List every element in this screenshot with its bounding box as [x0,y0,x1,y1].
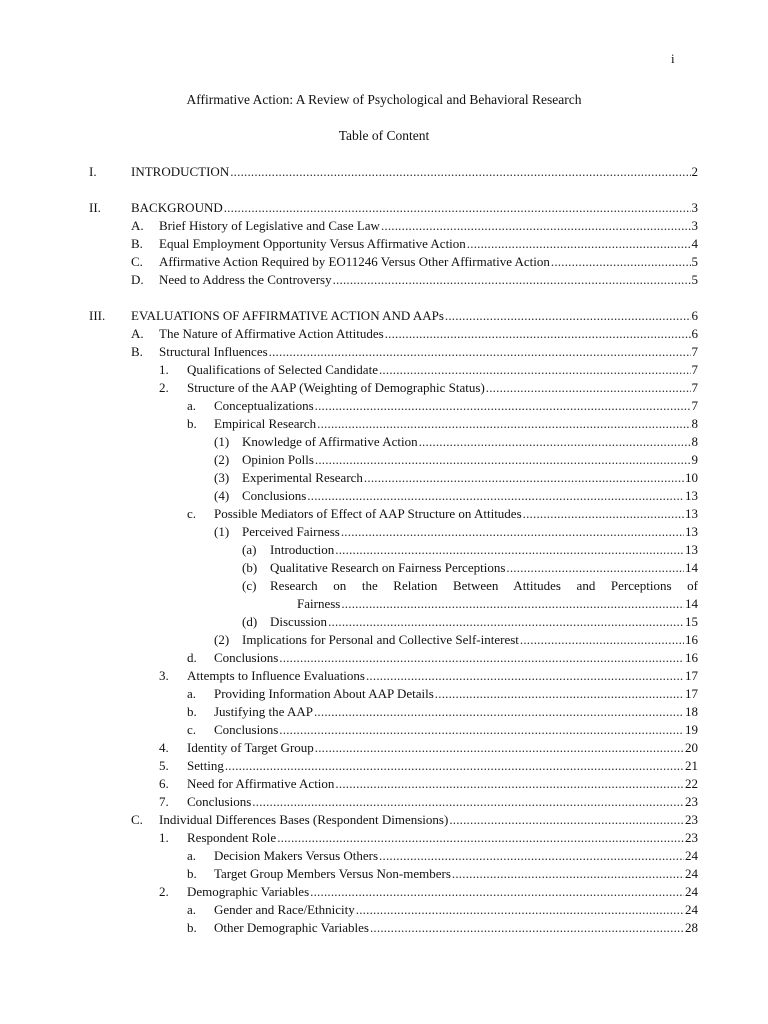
toc-entry-marker: (4) [214,488,230,503]
leader-dots [452,865,684,883]
toc-entry[interactable] [0,775,768,793]
toc-entry-label: Qualifications of Selected Candidate [187,362,378,377]
toc-entry-marker: (c) [242,578,257,593]
leader-dots [364,469,684,487]
toc-entry-label: Structural Influences [159,344,268,359]
toc-entry[interactable] [0,469,768,487]
toc-entry-marker: B. [131,236,143,251]
leader-dots [370,919,684,937]
toc-entry-label: Conclusions [214,722,279,737]
toc-entry-label: Conceptualizations [214,398,314,413]
toc-entry-marker: b. [187,704,197,719]
toc-entry-page: 24 [685,848,698,863]
toc-entry-page: 5 [691,254,698,269]
toc-entry-marker: D. [131,272,144,287]
toc-entry[interactable] [0,865,768,883]
toc-entry-line [159,325,698,343]
toc-entry-line [270,559,698,577]
toc-entry-page: 15 [685,614,698,629]
toc-entry-line [187,883,698,901]
leader-dots [230,163,690,181]
toc-entry-line [187,739,698,757]
toc-entry-line [159,343,698,361]
toc-entry[interactable] [0,217,768,235]
toc-entry-label: Gender and Race/Ethnicity [214,902,355,917]
toc-entry-page: 6 [691,326,698,341]
toc-entry-page: 24 [685,866,698,881]
toc-entry[interactable] [0,163,768,181]
toc-entry-marker: III. [89,308,106,323]
toc-entry-page: 7 [691,380,698,395]
toc-entry-page: 4 [691,236,698,251]
toc-entry-label: Justifying the AAP [214,704,313,719]
toc-entry-page: 14 [685,560,698,575]
toc-entry-label: Conclusions [214,650,279,665]
toc-entry-page: 7 [691,398,698,413]
toc-entry-label: Other Demographic Variables [214,920,369,935]
toc-entry-page: 10 [685,470,698,485]
toc-entry[interactable] [0,667,768,685]
toc-entry-label: Individual Differences Bases (Respondent Dimensions) [159,812,449,827]
toc-entry-page: 7 [691,344,698,359]
toc-entry-label: Equal Employment Opportunity Versus Affirmative Action [159,236,466,251]
toc-entry-line [214,649,698,667]
toc-entry-label: Target Group Members Versus Non-members [214,866,451,881]
toc-entry-page: 23 [685,830,698,845]
toc-entry[interactable] [0,487,768,505]
toc-entry-line [187,793,698,811]
toc-entry-marker: 2. [159,380,169,395]
toc-entry-label: Implications for Personal and Collective Self-interest [242,632,519,647]
leader-dots [279,721,684,739]
toc-entry[interactable] [0,541,768,559]
toc-entry-label: Setting [187,758,224,773]
toc-entry-label: Possible Mediators of Effect of AAP Structure on Attitudes [214,506,522,521]
toc-entry-label: Structure of the AAP (Weighting of Demographic Status) [187,380,485,395]
toc-entry[interactable] [0,199,768,217]
toc-entry-page: 13 [685,524,698,539]
toc-entry-line [214,901,698,919]
toc-entry-page: 13 [685,542,698,557]
leader-dots [335,541,684,559]
toc-entry-marker: a. [187,398,197,413]
toc-entry-page: 21 [685,758,698,773]
page-number: i [671,51,675,66]
leader-dots [315,739,684,757]
toc-entry-page: 3 [691,218,698,233]
toc-entry-label: Knowledge of Affirmative Action [242,434,418,449]
toc-entry-line [214,721,698,739]
toc-entry[interactable] [0,397,768,415]
toc-entry-line [270,541,698,559]
toc-entry[interactable] [0,415,768,433]
leader-dots [385,325,691,343]
toc-entry-label: Affirmative Action Required by EO11246 Versus Other Affirmative Action [159,254,550,269]
toc-entry-line [187,829,698,847]
toc-entry-marker: A. [131,218,144,233]
toc-entry-line [242,433,698,451]
toc-entry-marker: (1) [214,524,230,539]
toc-entry-line [242,523,698,541]
toc-entry-line [270,613,698,631]
toc-entry-label: INTRODUCTION [131,164,230,179]
toc-entry[interactable] [0,577,768,595]
toc-entry-page: 9 [691,452,698,467]
toc-entry-marker: A. [131,326,144,341]
leader-dots [315,397,691,415]
toc-entry-page: 14 [685,596,698,611]
toc-entry-label: Providing Information About AAP Details [214,686,434,701]
toc-entry-page: 13 [685,488,698,503]
toc-entry-line [214,397,698,415]
toc-entry[interactable] [0,613,768,631]
toc-entry-marker: (1) [214,434,230,449]
toc-entry-label: Qualitative Research on Fairness Perceptions [270,560,506,575]
toc-entry-label: Empirical Research [214,416,317,431]
toc-entry-marker: c. [187,506,197,521]
toc-entry-line [214,865,698,883]
leader-dots [551,253,691,271]
toc-entry-marker: 4. [159,740,169,755]
toc-entry[interactable] [0,433,768,451]
toc-entry[interactable] [0,631,768,649]
leader-dots [269,343,691,361]
toc-entry-line [131,199,698,217]
toc-entry-page: 17 [685,668,698,683]
toc-entry-page: 8 [691,416,698,431]
toc-entry-marker: I. [89,164,97,179]
toc-entry-line [159,271,698,289]
toc-entry-label: Discussion [270,614,328,629]
toc-entry-line [214,847,698,865]
toc-entry-line [187,379,698,397]
toc-entry-line [159,217,698,235]
document-title: Affirmative Action: A Review of Psychological and Behavioral Research [186,92,582,107]
leader-dots [307,487,684,505]
leader-dots [435,685,684,703]
toc-entry-page: 19 [685,722,698,737]
toc-entry-page: 8 [691,434,698,449]
leader-dots [520,631,684,649]
toc-entry-marker: 5. [159,758,169,773]
toc-entry-label: BACKGROUND [131,200,223,215]
toc-entry-label: Need to Address the Controversy [159,272,332,287]
toc-entry-page: 23 [685,812,698,827]
toc-entry-marker: a. [187,848,197,863]
toc-entry[interactable] [0,901,768,919]
toc-entry-marker: a. [187,902,197,917]
toc-entry-line [214,703,698,721]
toc-entry[interactable] [0,253,768,271]
toc-entry-label: Experimental Research [242,470,363,485]
leader-dots [225,757,684,775]
toc-entry-page: 22 [685,776,698,791]
toc-entry-label: Brief History of Legislative and Case Law [159,218,380,233]
toc-entry-marker: C. [131,254,143,269]
toc-entry-line [242,487,698,505]
toc-entry-line [297,595,698,613]
toc-entry[interactable] [0,883,768,901]
toc-entry-marker: B. [131,344,143,359]
toc-entry-label: EVALUATIONS OF AFFIRMATIVE ACTION AND AAPs [131,308,444,323]
toc-entry-line [187,667,698,685]
leader-dots [356,901,684,919]
toc-entry[interactable] [0,361,768,379]
leader-dots [317,415,690,433]
toc-entry-marker: (3) [214,470,230,485]
toc-entry-marker: b. [187,866,197,881]
toc-entry[interactable] [0,523,768,541]
toc-entry-marker: b. [187,416,197,431]
toc-entry[interactable] [0,235,768,253]
toc-entry[interactable] [0,919,768,937]
toc-entry[interactable] [0,739,768,757]
toc-entry-page: 17 [685,686,698,701]
toc-entry-marker: d. [187,650,197,665]
toc-entry-marker: (2) [214,452,230,467]
toc-entry-label: Research on the Relation Between Attitudes and Perceptions of [270,578,698,593]
leader-dots [315,451,691,469]
toc-entry[interactable] [0,271,768,289]
toc-entry-line [214,415,698,433]
leader-dots [310,883,684,901]
toc-entry-line [159,253,698,271]
toc-entry-marker: II. [89,200,101,215]
leader-dots [341,595,684,613]
leader-dots [523,505,684,523]
toc-entry-continuation[interactable] [0,595,768,613]
toc-entry-line [187,775,698,793]
toc-entry[interactable] [0,343,768,361]
leader-dots [314,703,684,721]
toc-entry[interactable] [0,505,768,523]
toc-entry[interactable] [0,847,768,865]
toc-entry-marker: 1. [159,830,169,845]
toc-entry-page: 6 [691,308,698,323]
toc-entry-line [187,757,698,775]
toc-entry[interactable] [0,703,768,721]
toc-entry[interactable] [0,559,768,577]
toc-entry-page: 3 [691,200,698,215]
toc-heading: Table of Content [338,128,430,143]
toc-entry-line [214,919,698,937]
toc-entry-label: Attempts to Influence Evaluations [187,668,365,683]
toc-entry-page: 20 [685,740,698,755]
toc-entry-marker: 3. [159,668,169,683]
toc-entry-line [214,685,698,703]
toc-entry-page: 23 [685,794,698,809]
toc-entry-page: 16 [685,650,698,665]
toc-entry-label-continued: Fairness [297,596,341,611]
leader-dots [224,199,691,217]
toc-entry-line [187,361,698,379]
toc-entry-label: The Nature of Affirmative Action Attitudes [159,326,384,341]
toc-entry-marker: b. [187,920,197,935]
toc-entry-line [131,163,698,181]
leader-dots [467,235,691,253]
leader-dots [381,217,691,235]
toc-entry-page: 24 [685,884,698,899]
toc-entry-line [214,505,698,523]
toc-entry[interactable] [0,325,768,343]
toc-entry-marker: C. [131,812,143,827]
leader-dots [277,829,684,847]
toc-entry[interactable] [0,793,768,811]
toc-entry-page: 5 [691,272,698,287]
toc-entry-page: 28 [685,920,698,935]
leader-dots [328,613,684,631]
toc-entry-marker: a. [187,686,197,701]
toc-entry-marker: (2) [214,632,230,647]
leader-dots [379,361,691,379]
toc-entry[interactable] [0,721,768,739]
toc-entry-label: Identity of Target Group [187,740,314,755]
toc-entry-page: 13 [685,506,698,521]
leader-dots [366,667,684,685]
toc-entry-page: 24 [685,902,698,917]
toc-entry[interactable] [0,685,768,703]
toc-entry-label: Conclusions [187,794,252,809]
leader-dots [333,271,691,289]
toc-entry[interactable] [0,811,768,829]
toc-entry[interactable] [0,757,768,775]
toc-entry-label: Perceived Fairness [242,524,340,539]
toc-entry-label: Conclusions [242,488,307,503]
toc-entry[interactable] [0,451,768,469]
toc-entry-marker: 2. [159,884,169,899]
toc-entry-label: Need for Affirmative Action [187,776,335,791]
toc-entry-line [131,307,698,325]
leader-dots [341,523,684,541]
toc-entry-page: 2 [691,164,698,179]
toc-entry-line [242,451,698,469]
toc-entry-marker: (d) [242,614,258,629]
leader-dots [419,433,691,451]
leader-dots [445,307,691,325]
toc-entry-label: Decision Makers Versus Others [214,848,379,863]
toc-entry-page: 7 [691,362,698,377]
toc-entry-marker: 6. [159,776,169,791]
toc-entry-page: 18 [685,704,698,719]
toc-entry-line [242,631,698,649]
leader-dots [252,793,684,811]
toc-entry[interactable] [0,649,768,667]
toc-entry-line [159,235,698,253]
toc-entry[interactable] [0,829,768,847]
toc-entry-marker: 7. [159,794,169,809]
toc-entry-marker: 1. [159,362,169,377]
toc-entry-line [242,469,698,487]
toc-entry-marker: (b) [242,560,258,575]
toc-entry-label: Respondent Role [187,830,277,845]
toc-entry-line [159,811,698,829]
leader-dots [449,811,684,829]
toc-entry[interactable] [0,307,768,325]
toc-entry[interactable] [0,379,768,397]
toc-entry-marker: c. [187,722,197,737]
leader-dots [506,559,684,577]
leader-dots [486,379,691,397]
leader-dots [279,649,684,667]
toc-entry-marker: (a) [242,542,257,557]
toc-entry-label: Demographic Variables [187,884,310,899]
leader-dots [335,775,684,793]
toc-entry-page: 16 [685,632,698,647]
toc-entry-label: Opinion Polls [242,452,314,467]
leader-dots [379,847,684,865]
toc-entry-label: Introduction [270,542,335,557]
